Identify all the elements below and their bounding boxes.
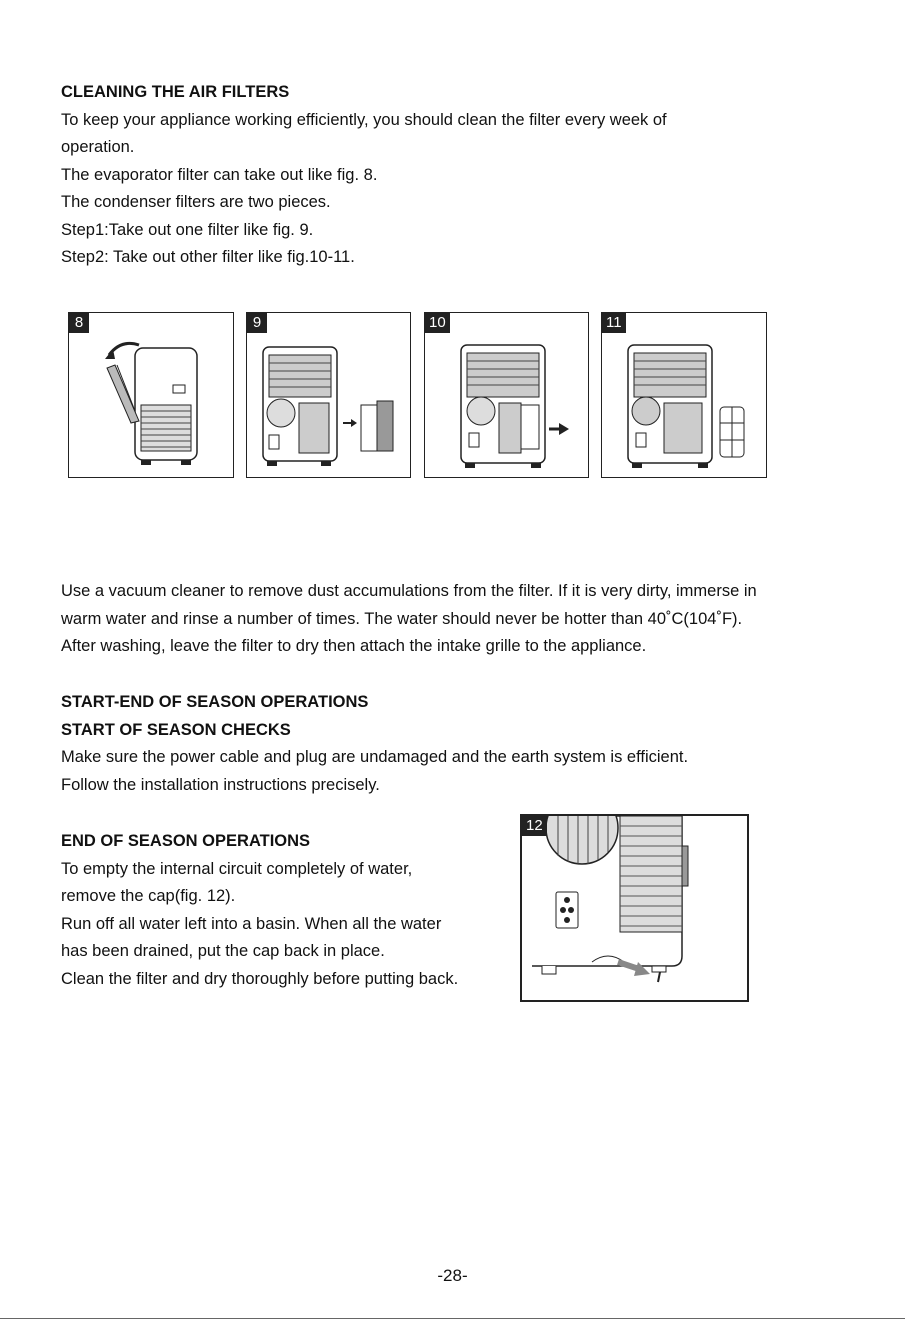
paragraph-line: Clean the filter and dry thoroughly before putting back. [61,969,459,988]
start-season-checks-heading: START OF SEASON CHECKS [61,720,291,739]
season-operations-heading: START-END OF SEASON OPERATIONS [61,693,369,711]
figure-number: 8 [69,313,89,333]
paragraph-line: The condenser filters are two pieces. [61,193,331,211]
cleaning-filters-heading: CLEANING THE AIR FILTERS [61,83,290,101]
figure-9 [246,312,411,478]
paragraph-line: The evaporator filter can take out like fig. 8. [61,165,378,184]
end-season-heading: END OF SEASON OPERATIONS [61,832,311,850]
figure-11 [601,312,767,478]
air-conditioner-illustration [69,313,235,479]
washing-instructions [61,578,757,661]
figure-number: 12 [522,816,547,836]
figure-12 [520,814,749,1002]
paragraph-line: warm water and rinse a number of times. The water should never be hotter than 40˚C(104˚F). [61,609,743,628]
cleaning-filters-section [61,79,667,272]
figure-number: 11 [602,313,626,333]
paragraph-line: Make sure the power cable and plug are undamaged and the earth system is efficient. [61,748,689,766]
figure-number: 10 [425,313,450,333]
season-operations-section [61,689,688,799]
figure-number: 9 [247,313,267,333]
paragraph-line: To keep your appliance working efficiently, you should clean the filter every week of [61,110,667,129]
paragraph-line: Run off all water left into a basin. When all the water [61,914,442,933]
figure-8 [68,312,234,478]
paragraph-line: To empty the internal circuit completely of water, [61,859,413,878]
paragraph-line: has been drained, put the cap back in place. [61,942,385,960]
air-conditioner-illustration [247,313,412,479]
drain-cap-illustration [522,816,747,1000]
paragraph-line: remove the cap(fig. 12). [61,887,236,905]
paragraph-line: Step2: Take out other filter like fig.10-11. [61,248,355,266]
paragraph-line: operation. [61,138,135,156]
paragraph-line: Step1:Take out one filter like fig. 9. [61,220,314,239]
air-conditioner-illustration [602,313,768,479]
bottom-rule [0,1318,905,1319]
end-season-section [61,828,458,993]
air-conditioner-illustration [425,313,590,479]
paragraph-line: After washing, leave the filter to dry then attach the intake grille to the appliance. [61,637,647,655]
figure-10 [424,312,589,478]
paragraph-line: Follow the installation instructions precisely. [61,775,380,794]
page-number: -28- [437,1266,468,1285]
paragraph-line: Use a vacuum cleaner to remove dust accumulations from the filter. If it is very dirty, immerse in [61,582,757,600]
